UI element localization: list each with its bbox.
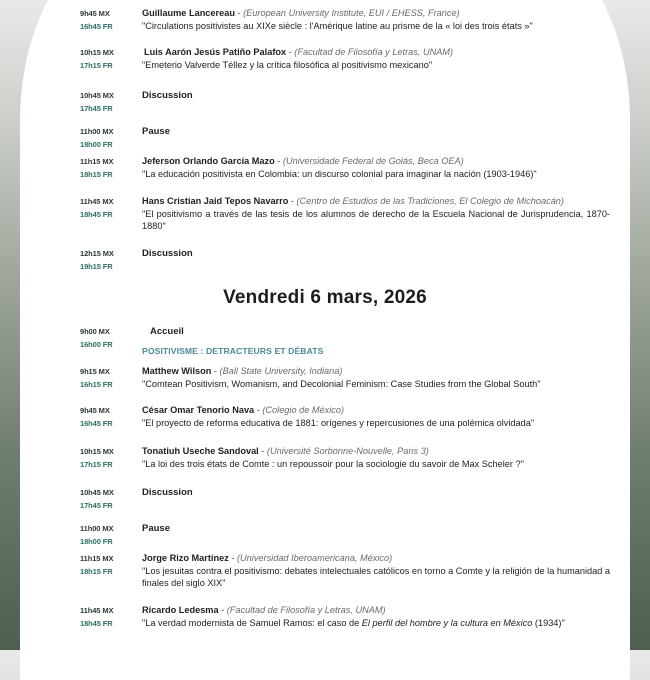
time-mx: 11h15 MX bbox=[80, 157, 114, 166]
speaker-affiliation: (Universidade Federal de Goiás, Beca OEA) bbox=[282, 156, 464, 166]
time-slot bbox=[80, 552, 140, 578]
separator: - bbox=[286, 47, 295, 57]
pause-label: Pause bbox=[142, 126, 170, 137]
separator: - bbox=[234, 8, 244, 18]
time-mx: 9h15 MX bbox=[80, 367, 110, 376]
time-fr: 17h15 FR bbox=[80, 61, 113, 70]
time-slot bbox=[80, 365, 140, 391]
day-heading: Vendredi 6 mars, 2026 bbox=[223, 287, 427, 308]
speaker-affiliation: (Université Sorbonne-Nouvelle, Paris 3) bbox=[266, 446, 429, 456]
talk-title: "Circulations positivistes au XIXe siècle : l'Amérique latine au prisme de la « loi des trois états »" bbox=[142, 20, 533, 31]
time-slot bbox=[80, 445, 140, 471]
discussion-label: Discussion bbox=[142, 90, 193, 101]
time-slot bbox=[80, 486, 140, 512]
talk-title: "El proyecto de reforma educativa de 1881: orígenes y repercusiones de una polémica olvidada" bbox=[142, 417, 535, 428]
time-mx: 10h15 MX bbox=[80, 447, 114, 456]
speaker-name: Guillaume Lancereau bbox=[142, 8, 235, 18]
talk-title: "El positivismo a través de las tesis de los alumnos de derecho de la Escuela Nacional de Jurisprudencia, 1870-1880" bbox=[142, 208, 610, 231]
pause-label: Pause bbox=[142, 523, 170, 534]
time-fr: 17h15 FR bbox=[80, 460, 113, 469]
speaker-name: Ricardo Ledesma bbox=[142, 605, 219, 615]
time-slot bbox=[80, 125, 140, 151]
time-slot bbox=[80, 195, 140, 221]
time-fr: 18h15 FR bbox=[80, 567, 113, 576]
time-fr: 17h45 FR bbox=[80, 501, 113, 510]
book-title: El perfil del hombre y la cultura en México bbox=[361, 617, 533, 628]
separator: - bbox=[274, 156, 283, 166]
time-mx: 10h45 MX bbox=[80, 488, 114, 497]
time-fr: 18h45 FR bbox=[80, 619, 113, 628]
time-mx: 12h15 MX bbox=[80, 249, 114, 258]
time-mx: 11h15 MX bbox=[80, 554, 114, 563]
speaker-name: Matthew Wilson bbox=[142, 366, 212, 376]
time-slot bbox=[80, 155, 140, 181]
speaker-name: Luis Aarón Jesús Patiño Palafox bbox=[144, 47, 287, 57]
time-fr: 19h15 FR bbox=[80, 262, 113, 271]
time-mx: 11h00 MX bbox=[80, 127, 114, 136]
time-mx: 9h45 MX bbox=[80, 406, 110, 415]
speaker-affiliation: (Ball State University, Indiana) bbox=[219, 366, 343, 376]
separator: - bbox=[228, 553, 237, 563]
discussion-label: Discussion bbox=[142, 487, 193, 498]
time-mx: 9h00 MX bbox=[80, 327, 110, 336]
speaker-affiliation: (Centro de Estudios de las Tradiciones, El Colegio de Michoacán) bbox=[296, 196, 564, 206]
time-fr: 18h45 FR bbox=[80, 210, 113, 219]
welcome-label: Accueil bbox=[150, 326, 184, 337]
talk-title bbox=[142, 617, 610, 630]
time-fr: 18h00 FR bbox=[80, 537, 113, 546]
separator: - bbox=[211, 366, 220, 376]
separator: - bbox=[254, 405, 263, 415]
section-heading: POSITIVISME : DETRACTEURS ET DÉBATS bbox=[142, 346, 324, 356]
separator: - bbox=[288, 196, 297, 206]
time-mx: 11h00 MX bbox=[80, 524, 114, 533]
speaker-affiliation: (Facultad de Filosofía y Letras, UNAM) bbox=[294, 47, 454, 57]
separator: - bbox=[218, 605, 227, 615]
talk-title: "Comtean Positivism, Womanism, and Decolonial Feminism: Case Studies from the Global South" bbox=[142, 378, 541, 389]
time-slot bbox=[80, 404, 140, 430]
speaker-name: Jorge Rizo Martínez bbox=[142, 553, 229, 563]
talk-title: "Los jesuitas contra el positivismo: debates intelectuales católicos en torno a Comte y la religión de la humanidad a finales del siglo XIX" bbox=[142, 565, 611, 588]
time-mx: 11h45 MX bbox=[80, 606, 114, 615]
speaker-name: Jeferson Orlando García Mazo bbox=[142, 156, 275, 166]
time-slot bbox=[80, 522, 140, 548]
time-slot bbox=[80, 89, 140, 115]
speaker-affiliation: (Universidad Iberoamericana, México) bbox=[236, 553, 393, 563]
time-mx: 10h45 MX bbox=[80, 91, 114, 100]
talk-title: "Emeterio Valverde Téllez y la crítica filosófica al positivismo mexicano" bbox=[142, 59, 433, 70]
speaker-affiliation: (Facultad de Filosofía y Letras, UNAM) bbox=[226, 605, 386, 615]
time-fr: 18h00 FR bbox=[80, 140, 113, 149]
talk-title-part: (1934)" bbox=[532, 617, 565, 628]
speaker-name: César Omar Tenorio Nava bbox=[142, 405, 255, 415]
time-mx: 10h15 MX bbox=[80, 48, 114, 57]
time-fr: 17h45 FR bbox=[80, 104, 113, 113]
time-slot bbox=[80, 604, 140, 630]
speaker-name: Hans Cristian Jaid Tepos Navarro bbox=[142, 196, 289, 206]
speaker-affiliation: (European University Institute, EUI / EHESS, France) bbox=[243, 8, 460, 18]
time-fr: 18h15 FR bbox=[80, 170, 113, 179]
time-slot bbox=[80, 325, 140, 351]
time-fr: 16h45 FR bbox=[80, 419, 113, 428]
speaker-name: Tonatiuh Useche Sandoval bbox=[142, 446, 259, 456]
time-slot bbox=[80, 7, 140, 33]
talk-title: "La loi des trois états de Comte : un repoussoir pour la sociologie du savoir de Max Scheler ?" bbox=[142, 458, 524, 469]
time-mx: 11h45 MX bbox=[80, 197, 114, 206]
speaker-affiliation: (Colegio de México) bbox=[262, 405, 345, 415]
time-fr: 16h00 FR bbox=[80, 340, 113, 349]
talk-title: "La educación positivista en Colombia: un discurso colonial para imaginar la nación (1903-1946)" bbox=[142, 168, 537, 179]
separator: - bbox=[258, 446, 267, 456]
time-slot bbox=[80, 247, 140, 273]
time-slot bbox=[80, 46, 140, 72]
time-fr: 16h45 FR bbox=[80, 22, 113, 31]
time-mx: 9h45 MX bbox=[80, 9, 110, 18]
discussion-label: Discussion bbox=[142, 248, 193, 259]
talk-title-part: "La verdad modernista de Samuel Ramos: el caso de bbox=[142, 617, 362, 628]
time-fr: 16h15 FR bbox=[80, 380, 113, 389]
